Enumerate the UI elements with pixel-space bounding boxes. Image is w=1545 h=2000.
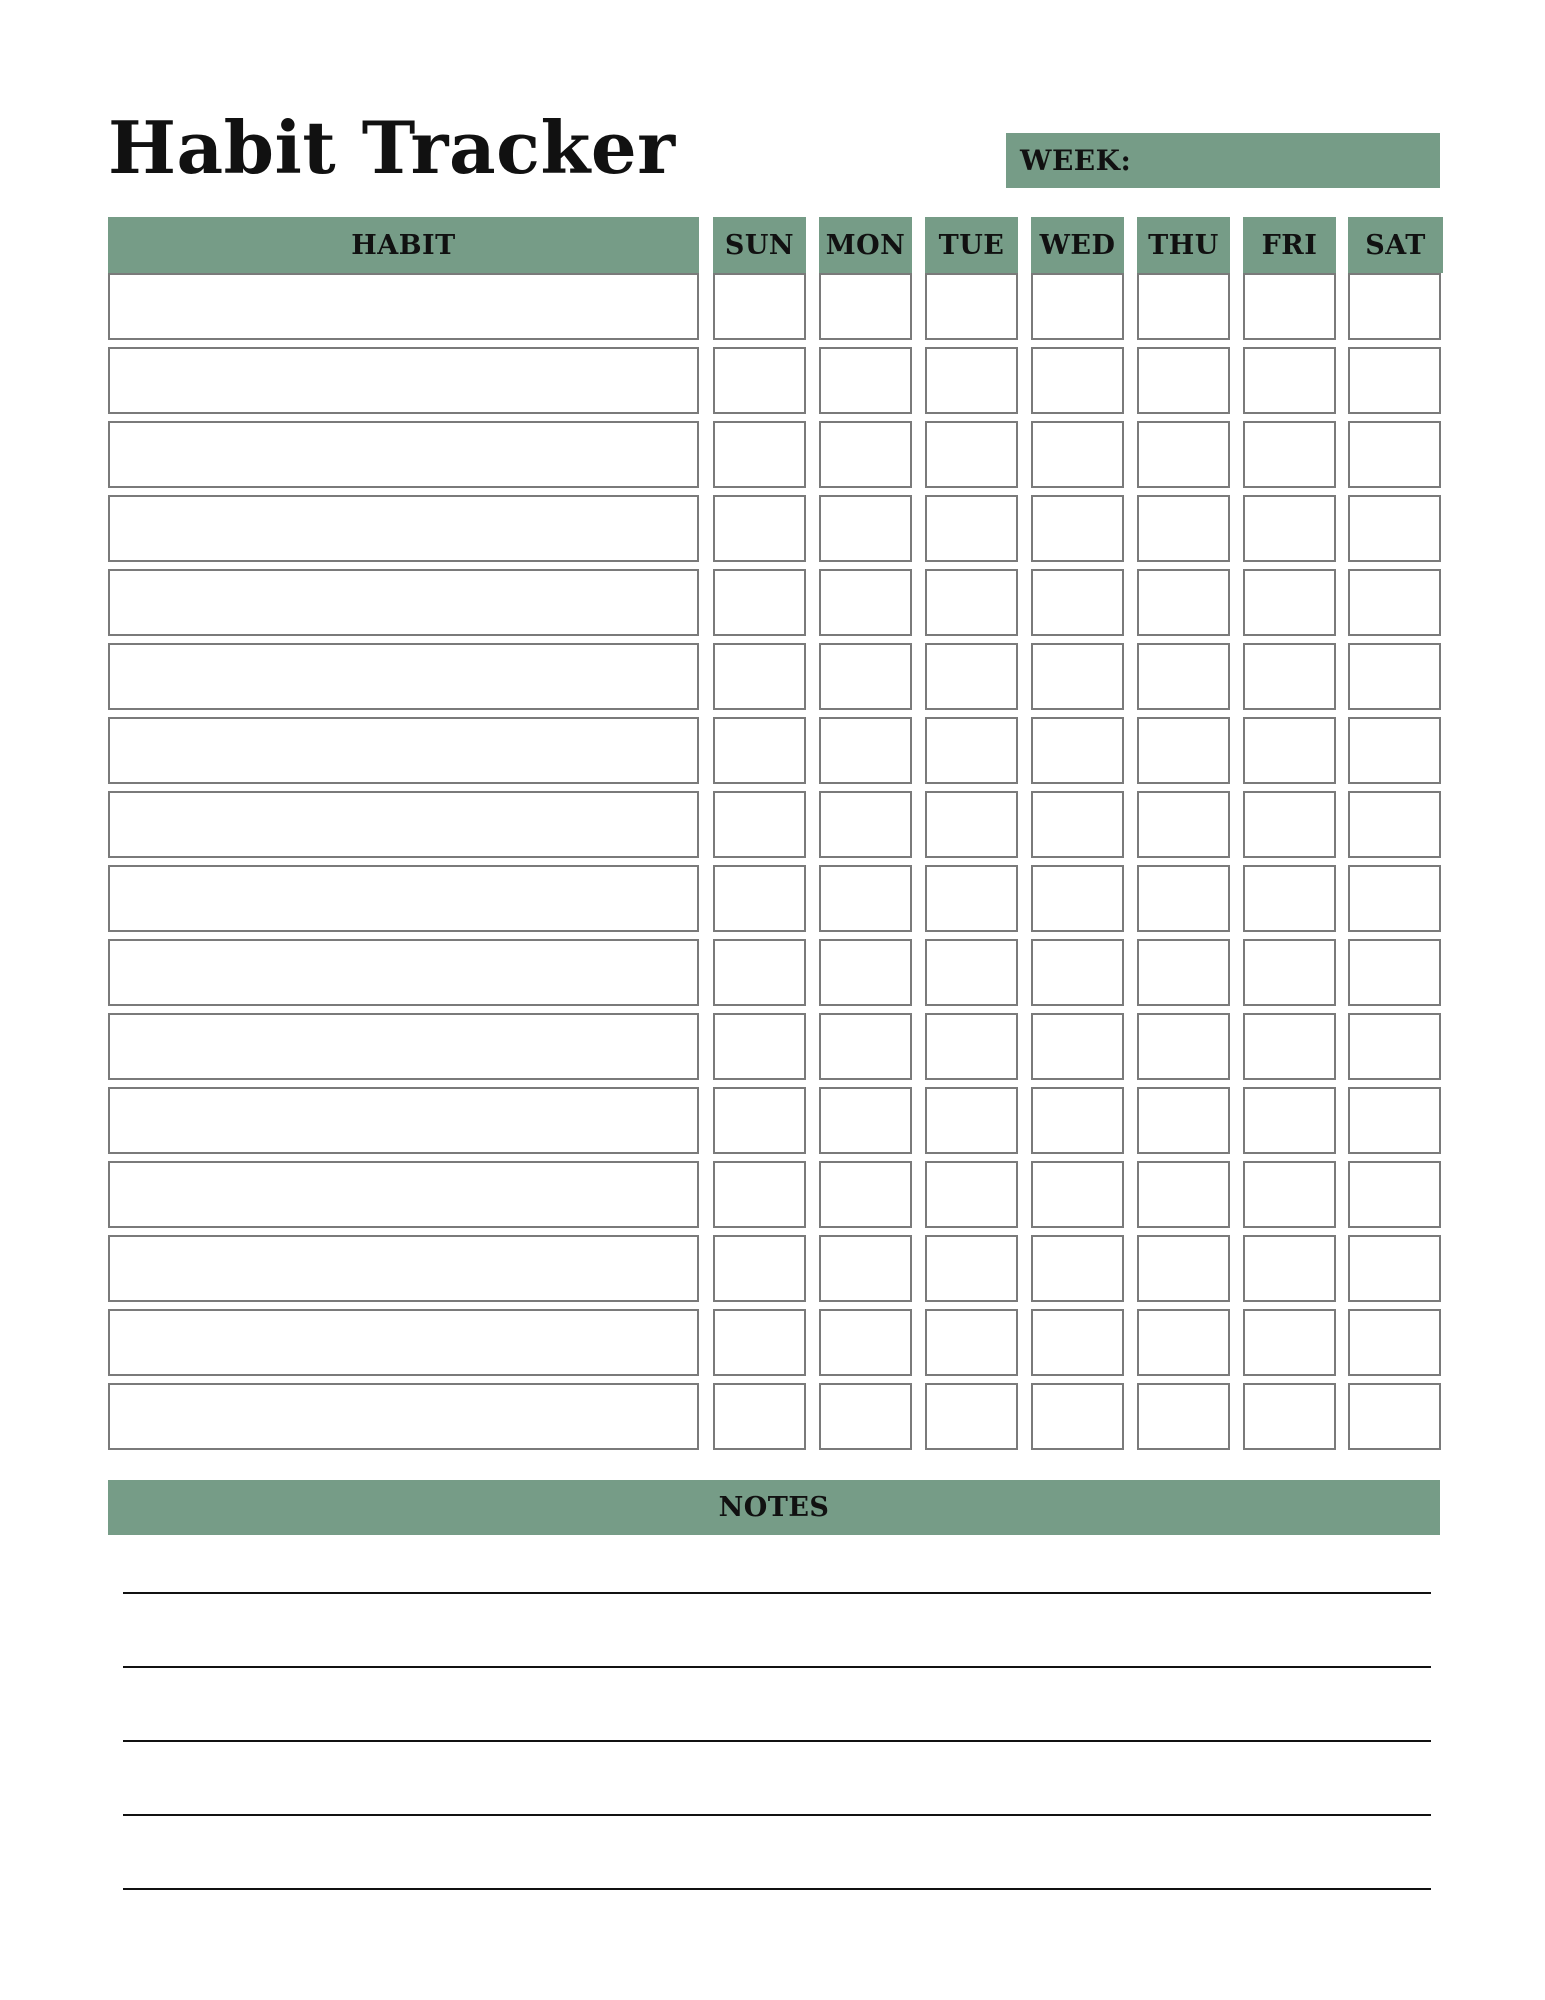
day-checkbox-wed[interactable] (1031, 1309, 1124, 1376)
day-checkbox-sun[interactable] (713, 1309, 806, 1376)
day-checkbox-wed[interactable] (1031, 717, 1124, 784)
day-checkbox-sun[interactable] (713, 1383, 806, 1450)
day-checkbox-wed[interactable] (1031, 1383, 1124, 1450)
day-checkbox-mon[interactable] (819, 1383, 912, 1450)
day-checkbox-sun[interactable] (713, 939, 806, 1006)
day-checkbox-sun[interactable] (713, 1161, 806, 1228)
notes-line[interactable] (123, 1592, 1431, 1594)
day-checkbox-sat[interactable] (1348, 1309, 1441, 1376)
day-checkbox-mon[interactable] (819, 569, 912, 636)
day-checkbox-fri[interactable] (1243, 643, 1336, 710)
day-checkbox-mon[interactable] (819, 347, 912, 414)
day-checkbox-tue[interactable] (925, 939, 1018, 1006)
notes-line[interactable] (123, 1888, 1431, 1890)
notes-line[interactable] (123, 1740, 1431, 1742)
day-checkbox-tue[interactable] (925, 495, 1018, 562)
day-checkbox-sun[interactable] (713, 643, 806, 710)
habit-name-cell[interactable] (108, 1087, 699, 1154)
day-checkbox-sat[interactable] (1348, 1161, 1441, 1228)
day-checkbox-sat[interactable] (1348, 421, 1441, 488)
day-checkbox-fri[interactable] (1243, 1309, 1336, 1376)
day-checkbox-tue[interactable] (925, 791, 1018, 858)
day-checkbox-fri[interactable] (1243, 569, 1336, 636)
day-checkbox-tue[interactable] (925, 1309, 1018, 1376)
day-checkbox-thu[interactable] (1137, 421, 1230, 488)
day-checkbox-tue[interactable] (925, 569, 1018, 636)
day-checkbox-sun[interactable] (713, 569, 806, 636)
day-checkbox-fri[interactable] (1243, 495, 1336, 562)
day-checkbox-thu[interactable] (1137, 1383, 1230, 1450)
day-checkbox-tue[interactable] (925, 1087, 1018, 1154)
habit-name-cell[interactable] (108, 1383, 699, 1450)
day-checkbox-sat[interactable] (1348, 273, 1441, 340)
habit-name-cell[interactable] (108, 717, 699, 784)
day-checkbox-fri[interactable] (1243, 1013, 1336, 1080)
day-checkbox-tue[interactable] (925, 865, 1018, 932)
day-checkbox-fri[interactable] (1243, 1087, 1336, 1154)
day-checkbox-fri[interactable] (1243, 717, 1336, 784)
day-checkbox-mon[interactable] (819, 791, 912, 858)
day-checkbox-mon[interactable] (819, 495, 912, 562)
week-field[interactable] (1006, 133, 1440, 188)
day-checkbox-sun[interactable] (713, 273, 806, 340)
day-checkbox-sat[interactable] (1348, 1013, 1441, 1080)
day-checkbox-fri[interactable] (1243, 865, 1336, 932)
day-checkbox-thu[interactable] (1137, 1087, 1230, 1154)
day-checkbox-sat[interactable] (1348, 495, 1441, 562)
day-checkbox-sat[interactable] (1348, 1235, 1441, 1302)
day-checkbox-fri[interactable] (1243, 273, 1336, 340)
day-checkbox-tue[interactable] (925, 421, 1018, 488)
day-checkbox-wed[interactable] (1031, 1235, 1124, 1302)
habit-name-cell[interactable] (108, 347, 699, 414)
column-header-thu: THU (1137, 217, 1230, 273)
day-checkbox-wed[interactable] (1031, 495, 1124, 562)
day-checkbox-mon[interactable] (819, 1235, 912, 1302)
day-checkbox-mon[interactable] (819, 421, 912, 488)
habit-name-cell[interactable] (108, 1309, 699, 1376)
page-title: Habit Tracker (108, 105, 676, 190)
day-checkbox-sun[interactable] (713, 1235, 806, 1302)
day-checkbox-thu[interactable] (1137, 643, 1230, 710)
column-header-habit: HABIT (108, 217, 699, 273)
habit-name-cell[interactable] (108, 939, 699, 1006)
day-checkbox-sun[interactable] (713, 791, 806, 858)
column-header-fri: FRI (1243, 217, 1336, 273)
day-checkbox-tue[interactable] (925, 347, 1018, 414)
day-checkbox-wed[interactable] (1031, 1087, 1124, 1154)
day-checkbox-thu[interactable] (1137, 1161, 1230, 1228)
day-checkbox-fri[interactable] (1243, 1161, 1336, 1228)
notes-line[interactable] (123, 1666, 1431, 1668)
day-checkbox-sun[interactable] (713, 1013, 806, 1080)
day-checkbox-tue[interactable] (925, 643, 1018, 710)
column-header-mon: MON (819, 217, 912, 273)
day-checkbox-mon[interactable] (819, 717, 912, 784)
notes-header: NOTES (108, 1480, 1440, 1535)
habit-name-cell[interactable] (108, 495, 699, 562)
column-header-tue: TUE (925, 217, 1018, 273)
day-checkbox-fri[interactable] (1243, 421, 1336, 488)
notes-line[interactable] (123, 1814, 1431, 1816)
day-checkbox-wed[interactable] (1031, 273, 1124, 340)
day-checkbox-fri[interactable] (1243, 1235, 1336, 1302)
day-checkbox-fri[interactable] (1243, 791, 1336, 858)
day-checkbox-sun[interactable] (713, 495, 806, 562)
day-checkbox-tue[interactable] (925, 1013, 1018, 1080)
day-checkbox-thu[interactable] (1137, 1309, 1230, 1376)
day-checkbox-mon[interactable] (819, 1013, 912, 1080)
day-checkbox-thu[interactable] (1137, 495, 1230, 562)
day-checkbox-thu[interactable] (1137, 1013, 1230, 1080)
day-checkbox-sun[interactable] (713, 717, 806, 784)
day-checkbox-sat[interactable] (1348, 939, 1441, 1006)
habit-name-cell[interactable] (108, 865, 699, 932)
day-checkbox-sat[interactable] (1348, 791, 1441, 858)
day-checkbox-sun[interactable] (713, 347, 806, 414)
day-checkbox-sat[interactable] (1348, 865, 1441, 932)
day-checkbox-mon[interactable] (819, 939, 912, 1006)
day-checkbox-tue[interactable] (925, 1235, 1018, 1302)
day-checkbox-wed[interactable] (1031, 1013, 1124, 1080)
day-checkbox-tue[interactable] (925, 1383, 1018, 1450)
day-checkbox-wed[interactable] (1031, 939, 1124, 1006)
day-checkbox-wed[interactable] (1031, 421, 1124, 488)
column-header-sat: SAT (1348, 217, 1443, 273)
day-checkbox-wed[interactable] (1031, 865, 1124, 932)
habit-name-cell[interactable] (108, 421, 699, 488)
day-checkbox-tue[interactable] (925, 273, 1018, 340)
day-checkbox-thu[interactable] (1137, 865, 1230, 932)
day-checkbox-sat[interactable] (1348, 717, 1441, 784)
day-checkbox-thu[interactable] (1137, 347, 1230, 414)
habit-name-cell[interactable] (108, 791, 699, 858)
habit-name-cell[interactable] (108, 273, 699, 340)
habit-name-cell[interactable] (108, 1013, 699, 1080)
column-header-wed: WED (1031, 217, 1124, 273)
day-checkbox-wed[interactable] (1031, 1161, 1124, 1228)
day-checkbox-sat[interactable] (1348, 1383, 1441, 1450)
day-checkbox-wed[interactable] (1031, 569, 1124, 636)
day-checkbox-sat[interactable] (1348, 569, 1441, 636)
day-checkbox-fri[interactable] (1243, 347, 1336, 414)
habit-name-cell[interactable] (108, 1235, 699, 1302)
day-checkbox-wed[interactable] (1031, 347, 1124, 414)
day-checkbox-fri[interactable] (1243, 939, 1336, 1006)
habit-name-cell[interactable] (108, 1161, 699, 1228)
day-checkbox-sun[interactable] (713, 421, 806, 488)
day-checkbox-sun[interactable] (713, 1087, 806, 1154)
day-checkbox-wed[interactable] (1031, 791, 1124, 858)
day-checkbox-mon[interactable] (819, 865, 912, 932)
habit-name-cell[interactable] (108, 569, 699, 636)
day-checkbox-thu[interactable] (1137, 939, 1230, 1006)
column-header-sun: SUN (713, 217, 806, 273)
habit-name-cell[interactable] (108, 643, 699, 710)
day-checkbox-sat[interactable] (1348, 643, 1441, 710)
day-checkbox-sun[interactable] (713, 865, 806, 932)
day-checkbox-tue[interactable] (925, 1161, 1018, 1228)
week-label: WEEK: (1020, 144, 1132, 177)
day-checkbox-mon[interactable] (819, 273, 912, 340)
day-checkbox-thu[interactable] (1137, 791, 1230, 858)
day-checkbox-mon[interactable] (819, 643, 912, 710)
day-checkbox-tue[interactable] (925, 717, 1018, 784)
day-checkbox-sat[interactable] (1348, 347, 1441, 414)
day-checkbox-mon[interactable] (819, 1087, 912, 1154)
day-checkbox-mon[interactable] (819, 1161, 912, 1228)
day-checkbox-thu[interactable] (1137, 569, 1230, 636)
day-checkbox-thu[interactable] (1137, 273, 1230, 340)
day-checkbox-fri[interactable] (1243, 1383, 1336, 1450)
day-checkbox-thu[interactable] (1137, 1235, 1230, 1302)
day-checkbox-mon[interactable] (819, 1309, 912, 1376)
day-checkbox-sat[interactable] (1348, 1087, 1441, 1154)
day-checkbox-thu[interactable] (1137, 717, 1230, 784)
day-checkbox-wed[interactable] (1031, 643, 1124, 710)
